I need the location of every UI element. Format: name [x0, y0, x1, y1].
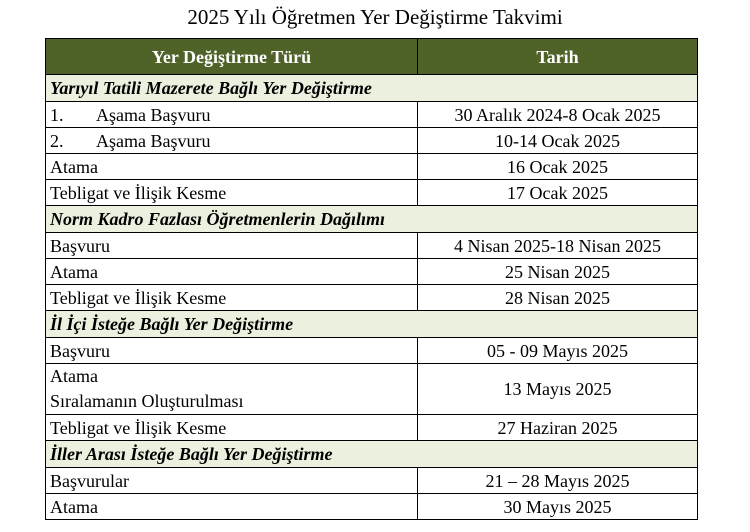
row-number: 2. — [50, 130, 64, 151]
row-date: 4 Nisan 2025-18 Nisan 2025 — [418, 233, 698, 259]
section-header — [46, 75, 698, 102]
row-label-text: Aşama Başvuru — [96, 130, 211, 151]
row-label-line: Sıralamanın Oluşturulması — [50, 391, 244, 411]
row-label: Tebligat ve İlişik Kesme — [46, 415, 418, 441]
row-date: 25 Nisan 2025 — [418, 259, 698, 285]
row-date: 05 - 09 Mayıs 2025 — [418, 338, 698, 364]
row-label: Başvuru — [46, 233, 418, 259]
row-date: 13 Mayıs 2025 — [418, 364, 698, 415]
row-date: 21 – 28 Mayıs 2025 — [418, 468, 698, 494]
row-label — [46, 102, 418, 128]
header-type: Yer Değiştirme Türü — [46, 39, 418, 75]
row-date: 30 Aralık 2024-8 Ocak 2025 — [418, 102, 698, 128]
section-title: İl İçi İsteğe Bağlı Yer Değiştirme — [46, 311, 698, 338]
row-label: Atama — [46, 494, 418, 520]
table-row — [46, 180, 698, 206]
section-header — [46, 206, 698, 233]
table-row — [46, 468, 698, 494]
row-date: 30 Mayıs 2025 — [418, 494, 698, 520]
section-title: İller Arası İsteğe Bağlı Yer Değiştirme — [46, 441, 698, 468]
section-title: Yarıyıl Tatili Mazerete Bağlı Yer Değiştirme — [46, 75, 698, 102]
schedule-table — [45, 38, 698, 520]
row-date: 16 Ocak 2025 — [418, 154, 698, 180]
row-label-line: Atama — [50, 366, 98, 386]
row-label — [46, 364, 418, 415]
table-row — [46, 102, 698, 128]
row-label: Başvuru — [46, 338, 418, 364]
table-row — [46, 415, 698, 441]
table-header — [46, 39, 698, 75]
row-date: 10-14 Ocak 2025 — [418, 128, 698, 154]
row-date: 17 Ocak 2025 — [418, 180, 698, 206]
section-header — [46, 311, 698, 338]
row-number: 1. — [50, 104, 64, 125]
row-label-text: Aşama Başvuru — [96, 104, 211, 125]
table-row — [46, 285, 698, 311]
row-label: Atama — [46, 259, 418, 285]
table-row — [46, 338, 698, 364]
table-row — [46, 154, 698, 180]
row-label: Başvurular — [46, 468, 418, 494]
header-date: Tarih — [418, 39, 698, 75]
row-date: 28 Nisan 2025 — [418, 285, 698, 311]
row-date: 27 Haziran 2025 — [418, 415, 698, 441]
row-label — [46, 128, 418, 154]
table-row — [46, 233, 698, 259]
page-title: 2025 Yılı Öğretmen Yer Değiştirme Takvimi — [187, 5, 563, 29]
table-row — [46, 494, 698, 520]
table-row — [46, 259, 698, 285]
table-row — [46, 128, 698, 154]
row-label: Tebligat ve İlişik Kesme — [46, 180, 418, 206]
row-label: Atama — [46, 154, 418, 180]
row-label: Tebligat ve İlişik Kesme — [46, 285, 418, 311]
section-title: Norm Kadro Fazlası Öğretmenlerin Dağılımı — [46, 206, 698, 233]
section-header — [46, 441, 698, 468]
table-row — [46, 364, 698, 415]
